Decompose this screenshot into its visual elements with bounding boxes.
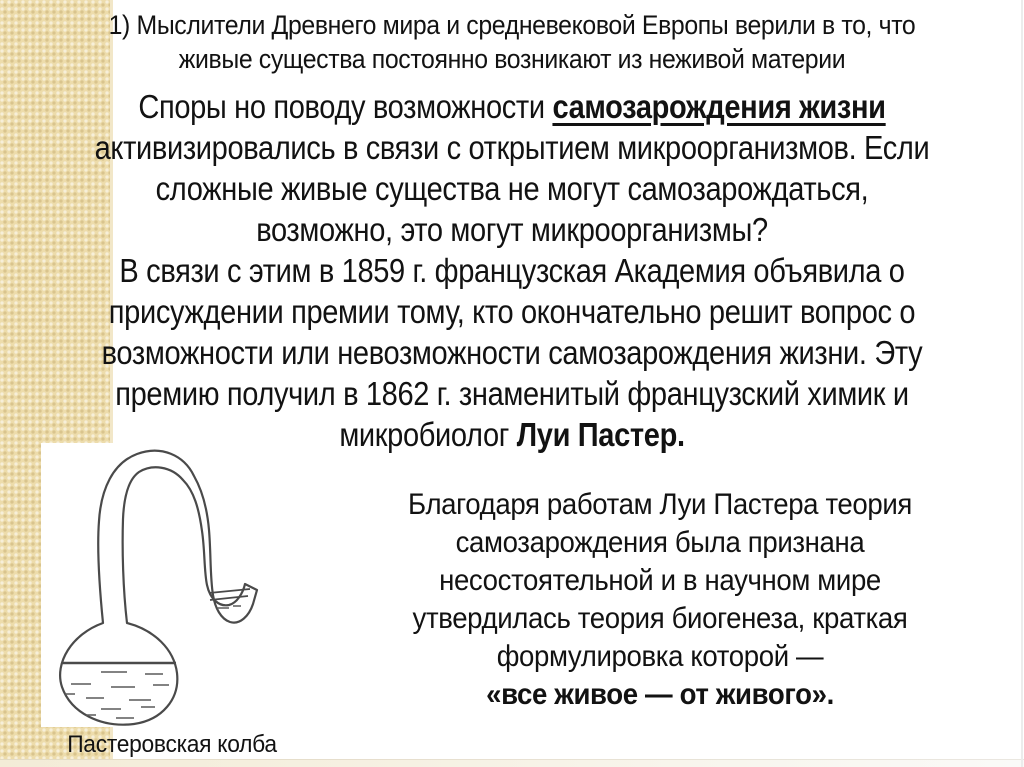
- text-line: 1) Мыслители Древнего мира и средневековой Европы верили в то, что: [108, 10, 916, 40]
- flask-caption: [42, 731, 302, 759]
- text-line: Благодаря работам Луи Пастера теория: [408, 488, 912, 521]
- text-line: премию получил в 1862 г. знаменитый французский химик и: [115, 375, 909, 412]
- flask-image: [41, 443, 333, 727]
- slide-title: [24, 8, 1000, 76]
- text-line: сложные живые существа не могут самозарождаться,: [155, 170, 869, 207]
- text-line: утвердилась теория биогенеза, краткая: [412, 602, 908, 635]
- text-line: живые существа постоянно возникают из неживой материи: [178, 44, 846, 74]
- text-line: возможности или невозможности самозарождения жизни. Эту: [101, 334, 923, 371]
- body-paragraph: [10, 86, 1014, 455]
- text-line: возможно, это могут микроорганизмы?: [256, 211, 768, 248]
- text-line: микробиолог Луи Пастер.: [339, 416, 685, 453]
- text-line: активизировались в связи с открытием микроорганизмов. Если: [94, 129, 930, 166]
- pasteur-flask-drawing: [41, 443, 333, 727]
- flask-caption-text: Пастеровская колба: [67, 731, 277, 758]
- text-line: присуждении премии тому, кто окончательно решит вопрос о: [108, 293, 916, 330]
- text-line: В связи с этим в 1859 г. французская Академия объявила о: [119, 252, 905, 289]
- right-edge-line: [1021, 0, 1023, 767]
- text-line: формулировка которой —: [496, 640, 824, 673]
- text-line: «все живое — от живого».: [486, 678, 834, 711]
- text-line: Споры но поводу возможности самозарождения жизни: [138, 88, 886, 125]
- text-line: несостоятельной и в научном мире: [439, 564, 881, 597]
- bottom-edge-strip: [0, 759, 1024, 767]
- pasteur-paragraph: [330, 486, 990, 714]
- text-line: самозарождения была признана: [455, 526, 865, 559]
